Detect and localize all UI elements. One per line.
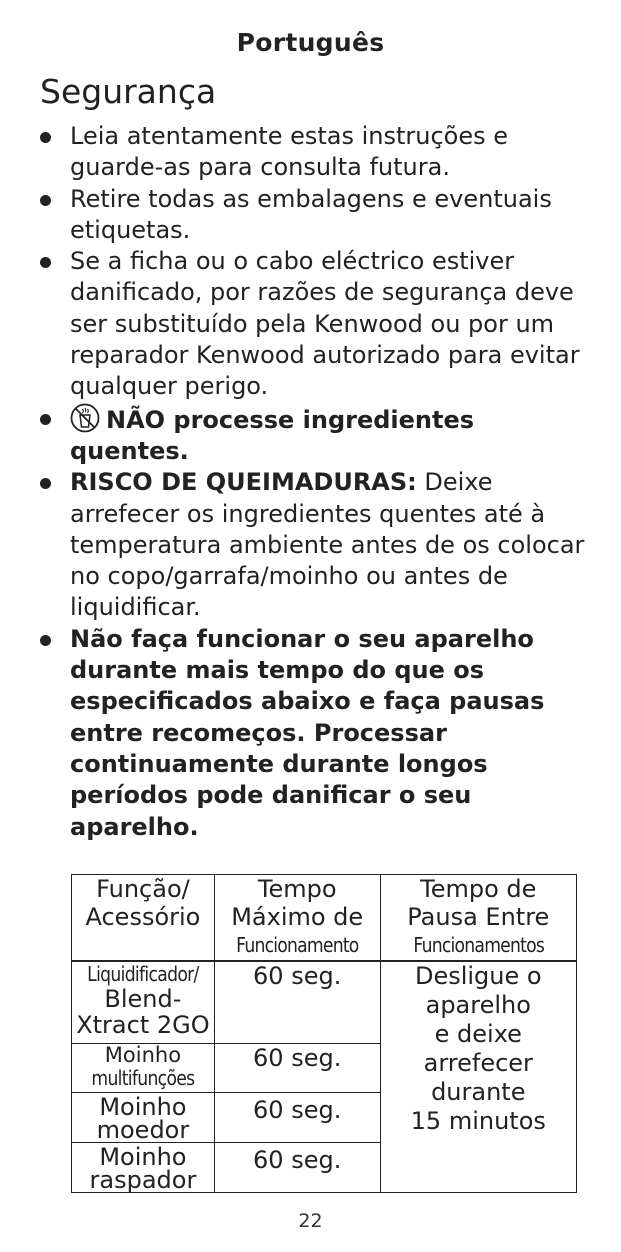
bullet-text: Se a ficha ou o cabo eléctrico estiver danificado, por razões de segurança deve ser substituído pela Kenwood ou por um reparador Kenwood autorizado para evitar qualquer perigo. bbox=[70, 247, 580, 401]
bullet-text: Leia atentamente estas instruções e guarde-as para consulta futura. bbox=[70, 122, 509, 182]
cell-text: moedor bbox=[96, 1115, 190, 1144]
bullet-text-bold: RISCO DE QUEIMADURAS: bbox=[70, 468, 417, 497]
no-hot-ingredients-icon bbox=[70, 403, 100, 433]
header-max-time bbox=[214, 875, 380, 962]
bullet-text-bold: NÃO processe ingredientes quentes. bbox=[70, 405, 475, 465]
header-text: Funcionamentos bbox=[412, 933, 544, 957]
cell-text: raspador bbox=[89, 1165, 197, 1194]
bullet-text: Retire todas as embalagens e eventuais etiquetas. bbox=[70, 184, 552, 244]
table-cell-function bbox=[72, 1092, 215, 1142]
table-cell-time: 60 seg. bbox=[214, 961, 380, 1043]
bullet-text: Deixe arrefecer os ingredientes quentes até à temperatura ambiente antes de os colocar no copo/garrafa/moinho ou antes de liquidificar. bbox=[70, 468, 585, 622]
list-item bbox=[0, 624, 600, 843]
table-cell-function bbox=[72, 961, 215, 1043]
bullet-icon bbox=[40, 635, 51, 646]
header-text: Pausa Entre bbox=[407, 903, 550, 931]
bullet-icon bbox=[40, 132, 51, 143]
safety-list bbox=[0, 121, 600, 843]
cell-text: Moinho bbox=[104, 1042, 182, 1067]
cell-text: Blend- bbox=[104, 985, 182, 1013]
cell-text: 15 minutos bbox=[410, 1107, 546, 1135]
cell-text: Liquidificador/ bbox=[87, 962, 199, 986]
cell-text: durante bbox=[431, 1078, 526, 1106]
cell-text: Moinho bbox=[99, 1142, 187, 1171]
header-text: Máximo de bbox=[231, 903, 364, 931]
list-item bbox=[0, 246, 600, 402]
list-item bbox=[0, 467, 600, 623]
list-item bbox=[0, 403, 600, 468]
header-text: Tempo de bbox=[420, 875, 537, 903]
list-item bbox=[0, 184, 600, 247]
header-function bbox=[72, 875, 215, 962]
bullet-icon bbox=[40, 414, 51, 425]
table-cell-function bbox=[72, 1142, 215, 1192]
table-cell-pause bbox=[380, 961, 576, 1192]
bullet-text-bold: Não faça funcionar o seu aparelho durante mais tempo do que os especificados abaixo e faça pausas entre recomeços. Processar continuamente durante longos períodos pode danificar o seu aparelho. bbox=[70, 624, 545, 841]
table-cell-time: 60 seg. bbox=[214, 1092, 380, 1142]
cell-text: multifunções bbox=[91, 1065, 195, 1090]
cell-text: Moinho bbox=[99, 1092, 187, 1121]
table-cell-function bbox=[72, 1043, 215, 1092]
table-cell-time: 60 seg. bbox=[214, 1043, 380, 1092]
bullet-icon bbox=[40, 257, 51, 268]
cell-text: e deixe bbox=[434, 1020, 522, 1048]
bullet-icon bbox=[40, 478, 51, 489]
table-row bbox=[72, 961, 577, 1043]
cell-text: Xtract 2GO bbox=[76, 1011, 210, 1039]
header-text: Acessório bbox=[85, 903, 201, 931]
operating-times-table bbox=[71, 874, 577, 1193]
language-heading: Português bbox=[236, 28, 385, 57]
cell-text: aparelho bbox=[425, 991, 531, 1019]
table-header-row bbox=[72, 875, 577, 962]
table-cell-time: 60 seg. bbox=[214, 1142, 380, 1192]
header-pause-time bbox=[380, 875, 576, 962]
bullet-icon bbox=[40, 195, 51, 206]
section-title: Segurança bbox=[40, 72, 217, 111]
cell-text: arrefecer bbox=[423, 1049, 533, 1077]
list-item bbox=[0, 121, 600, 184]
cell-text: Desligue o bbox=[414, 962, 542, 990]
header-text: Função/ bbox=[96, 875, 190, 903]
header-text: Tempo bbox=[257, 875, 337, 903]
page-number: 22 bbox=[298, 1210, 323, 1232]
header-text: Funcionamento bbox=[235, 933, 359, 957]
